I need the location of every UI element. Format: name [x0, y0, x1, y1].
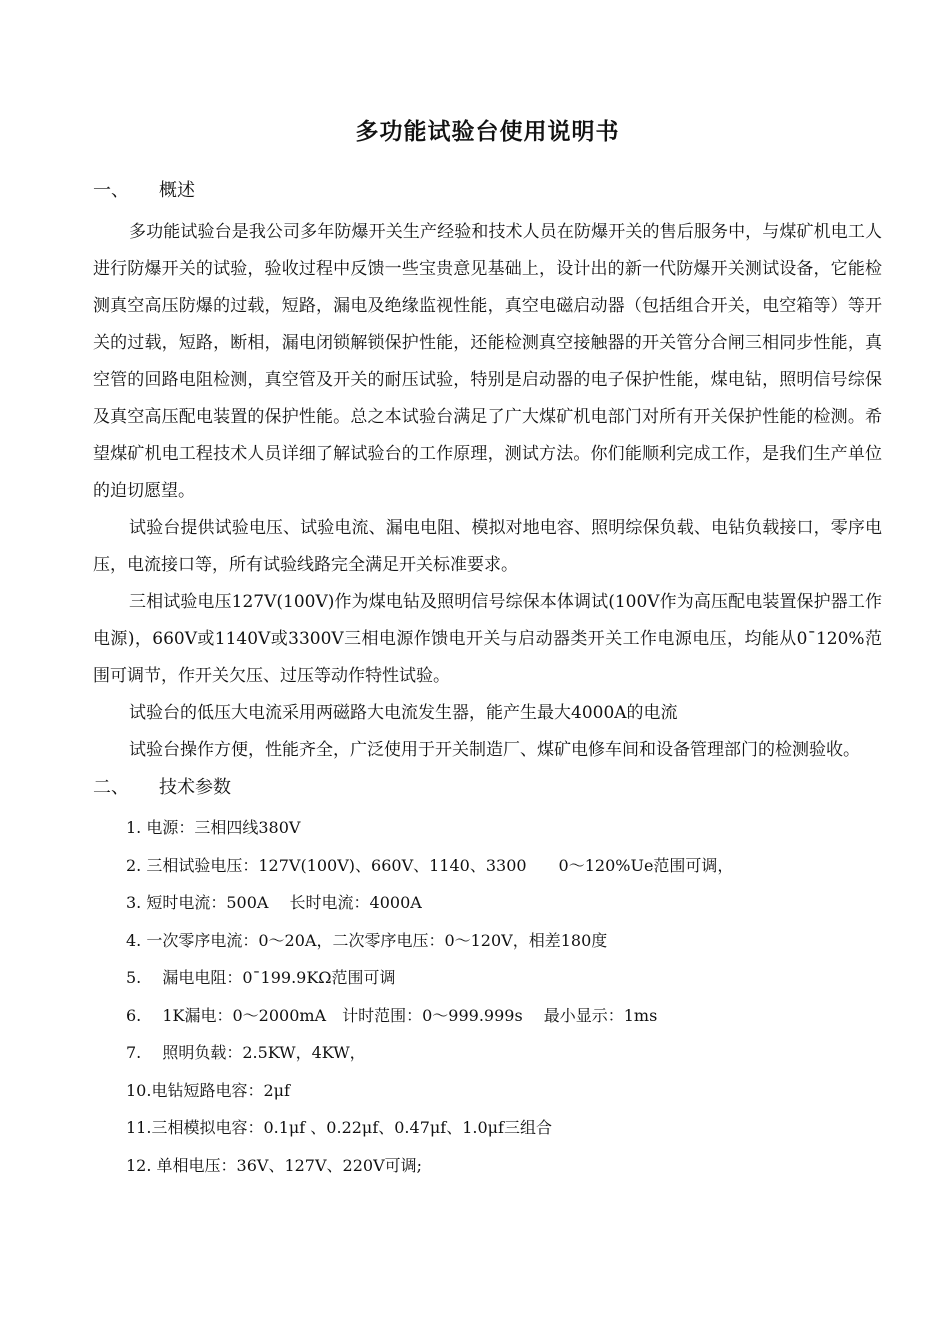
paragraph: 试验台操作方便，性能齐全，广泛使用于开关制造厂、煤矿电修车间和设备管理部门的检测验收。: [129, 740, 860, 760]
list-item: 1. 电源：三相四线380V: [126, 818, 301, 837]
list-item: 4. 一次零序电流：0～20A，二次零序电压：0～120V，相差180度: [126, 930, 608, 950]
list-item: 7. 照明负载：2.5KW，4KW，: [126, 1043, 366, 1062]
list-item: 12. 单相电压：36V、127V、220V可调;: [126, 1155, 423, 1175]
section-number: 一、: [93, 180, 129, 201]
list-item: 11.三相模拟电容：0.1μf 、0.22μf、0.47μf、1.0μf三组合: [126, 1118, 552, 1137]
list-item: 10.电钻短路电容：2μf: [126, 1080, 290, 1100]
section-overview: [93, 176, 882, 769]
section-title: 技术参数: [159, 777, 231, 798]
section-tech-params: [93, 773, 882, 1184]
section-title: 概述: [159, 180, 195, 201]
parameter-list: [93, 809, 882, 1184]
paragraph: 试验台的低压大电流采用两磁路大电流发生器，能产生最大4000A的电流: [129, 703, 678, 723]
section-heading-overview: [93, 176, 882, 206]
section-heading-tech-params: [93, 773, 882, 803]
list-item: 5. 漏电电阻：0¯199.9KΩ范围可调: [126, 968, 396, 987]
paragraph: 试验台提供试验电压、试验电流、漏电电阻、模拟对地电容、照明综保负载、电钻负载接口，零序电压，电流接口等，所有试验线路完全满足开关标准要求。: [93, 518, 882, 575]
section-number: 二、: [93, 777, 129, 798]
list-item: 2. 三相试验电压：127V(100V)、660V、1140、3300 0～120%Ue范围可调，: [126, 855, 734, 875]
paragraph: 多功能试验台是我公司多年防爆开关生产经验和技术人员在防爆开关的售后服务中，与煤矿机电工人进行防爆开关的试验，验收过程中反馈一些宝贵意见基础上，设计出的新一代防爆开关测试设备，它能检测真空高压防爆的过载，短路，漏电及绝缘监视性能，真空电磁启动器（包括组合开关，电空箱等）等开关的过载，短路，断相，漏电闭锁解锁保护性能，还能检测真空接触器的开关管分合闸三相同步性能，真空管的回路电阻检测，真空管及开关的耐压试验，特别是启动器的电子保护性能，煤电钻，照明信号综保及真空高压配电装置的保护性能。总之本试验台满足了广大煤矿机电部门对所有开关保护性能的检测。希望煤矿机电工程技术人员详细了解试验台的工作原理，测试方法。你们能顺利完成工作，是我们生产单位的迫切愿望。: [93, 222, 882, 501]
document-title: 多功能试验台使用说明书: [355, 118, 620, 145]
paragraph: 三相试验电压127V(100V)作为煤电钻及照明信号综保本体调试(100V作为高压配电装置保护器工作电源)，660V或1140V或3300V三相电源作馈电开关与启动器类开关工作电源电压，均能从0¯120%范围可调节，作开关欠压、过压等动作特性试验。: [93, 592, 882, 686]
list-item: 3. 短时电流：500A 长时电流：4000A: [126, 893, 422, 912]
list-item: 6. 1K漏电：0～2000mA 计时范围：0～999.999s 最小显示：1ms: [126, 1005, 658, 1025]
